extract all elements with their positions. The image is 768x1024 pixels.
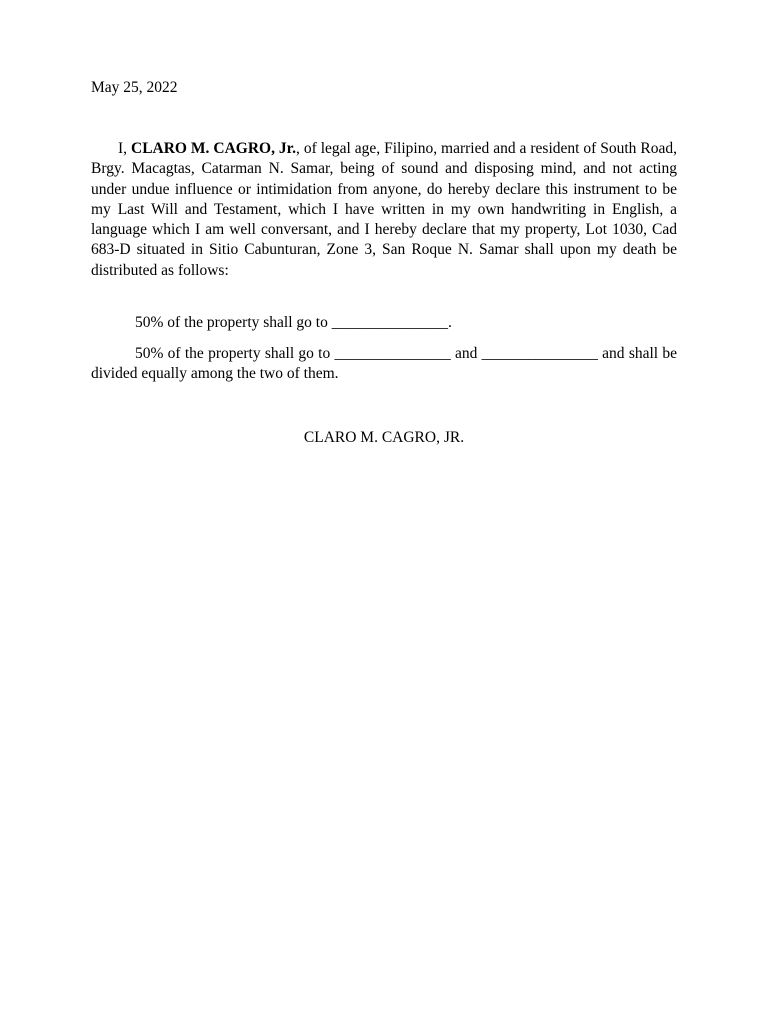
distribution-clause-1: 50% of the property shall go to _______________.	[135, 314, 452, 331]
testator-name: CLARO M. CAGRO, Jr.	[131, 140, 296, 157]
will-declaration-paragraph	[91, 139, 677, 281]
intro-prefix: I,	[118, 140, 131, 157]
document-date: May 25, 2022	[91, 79, 178, 96]
declaration-text: , of legal age, Filipino, married and a resident of South Road, Brgy. Macagtas, Catarman N. Samar, being of sound and disposing mind, and not acting under undue influence or intimidation from anyone, do hereby declare this instrument to be my Last Will and Testament, which I have written in my own handwriting in English, a language which I am well conversant, and I hereby declare that my property, Lot 1030, Cad 683-D situated in Sitio Cabunturan, Zone 3, San Roque N. Samar shall upon my death be distributed as follows:	[91, 140, 677, 279]
signature-name: CLARO M. CAGRO, JR.	[303, 429, 465, 446]
distribution-clause-2: 50% of the property shall go to _______________ and _______________ and shall be divided equally among the two of them.	[91, 345, 677, 383]
